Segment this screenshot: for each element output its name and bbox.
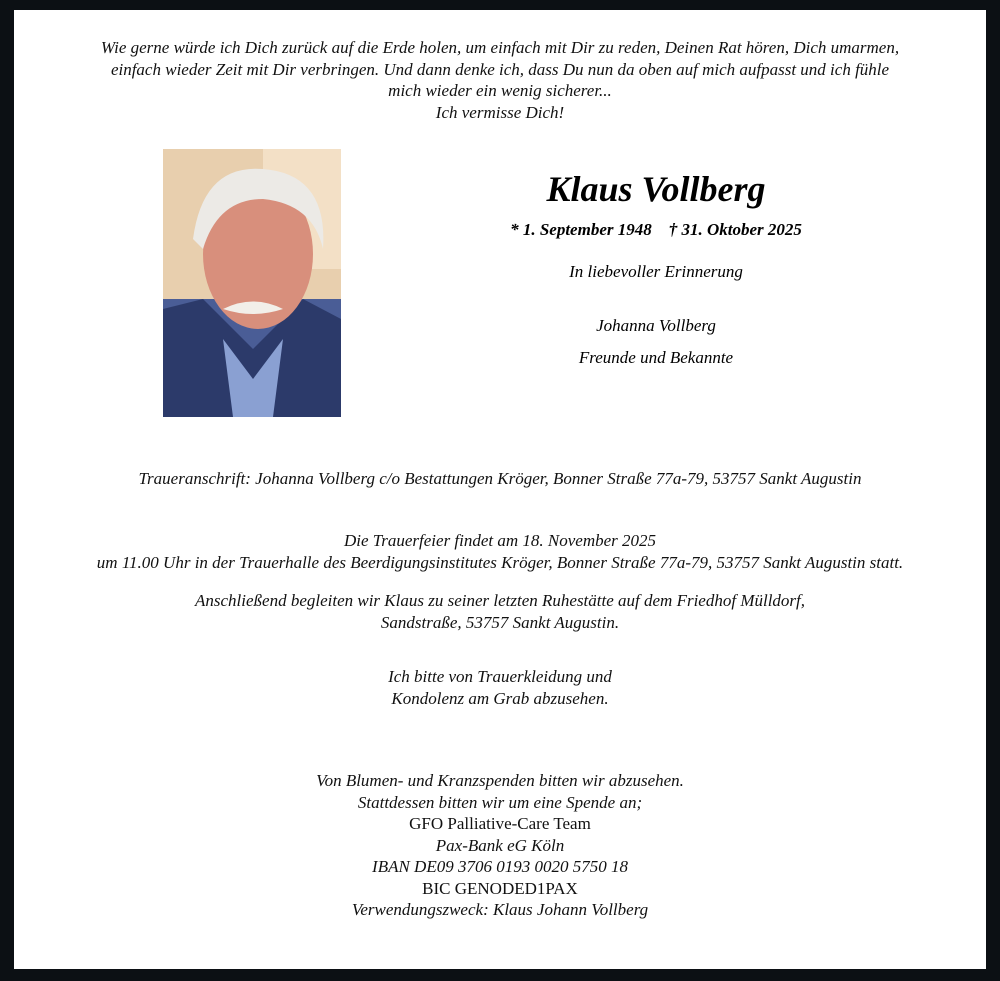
donation-info <box>14 770 986 921</box>
iban: IBAN DE09 3706 0193 0020 5750 18 <box>372 857 628 876</box>
portrait-photo <box>163 149 341 417</box>
deceased-name: Klaus Vollberg <box>546 169 766 209</box>
donation-line: Stattdessen bitten wir um eine Spende an; <box>357 792 643 812</box>
burial-line: Anschließend begleiten wir Klaus zu seiner letzten Ruhestätte auf dem Friedhof Mülldorf, <box>194 591 806 610</box>
memory-line: In liebevoller Erinnerung <box>569 262 743 281</box>
request-line: Kondolenz am Grab abzusehen. <box>391 688 609 708</box>
payment-reference: Verwendungszweck: Klaus Johann Vollberg <box>351 900 649 919</box>
life-dates: * 1. September 1948 † 31. Oktober 2025 <box>510 220 802 239</box>
mourner: Freunde und Bekannte <box>578 348 734 367</box>
burial-info <box>14 590 986 633</box>
request-line: Ich bitte von Trauerkleidung und <box>388 667 612 686</box>
intro-poem <box>14 37 986 123</box>
ceremony-line: um 11.00 Uhr in der Trauerhalle des Beerdigungsinstitutes Kröger, Bonner Straße 77a-79, 53757 Sankt Augustin statt. <box>96 552 904 572</box>
intro-line: mich wieder ein wenig sicherer... <box>388 81 612 100</box>
ceremony-info <box>14 530 986 573</box>
mourning-address: Traueranschrift: Johanna Vollberg c/o Bestattungen Kröger, Bonner Straße 77a-79, 53757 Sankt Augustin <box>138 469 862 488</box>
donation-line: Pax-Bank eG Köln <box>435 835 565 855</box>
intro-line: Ich vermisse Dich! <box>435 102 565 122</box>
request-info <box>14 666 986 709</box>
ceremony-line: Die Trauerfeier findet am 18. November 2025 <box>343 531 657 550</box>
bic: BIC GENODED1PAX <box>422 878 578 898</box>
mourner: Johanna Vollberg <box>596 316 716 335</box>
donation-line: GFO Palliative-Care Team <box>409 814 591 833</box>
obituary-notice <box>14 10 986 969</box>
donation-line: Von Blumen- und Kranzspenden bitten wir abzusehen. <box>316 771 684 790</box>
burial-line: Sandstraße, 53757 Sankt Augustin. <box>380 612 620 632</box>
intro-line: Wie gerne würde ich Dich zurück auf die Erde holen, um einfach mit Dir zu reden, Deinen Rat hören, Dich umarmen, <box>100 38 900 57</box>
intro-line: einfach wieder Zeit mit Dir verbringen. Und dann denke ich, dass Du nun da oben auf mich aufpasst und ich fühle <box>110 59 890 79</box>
